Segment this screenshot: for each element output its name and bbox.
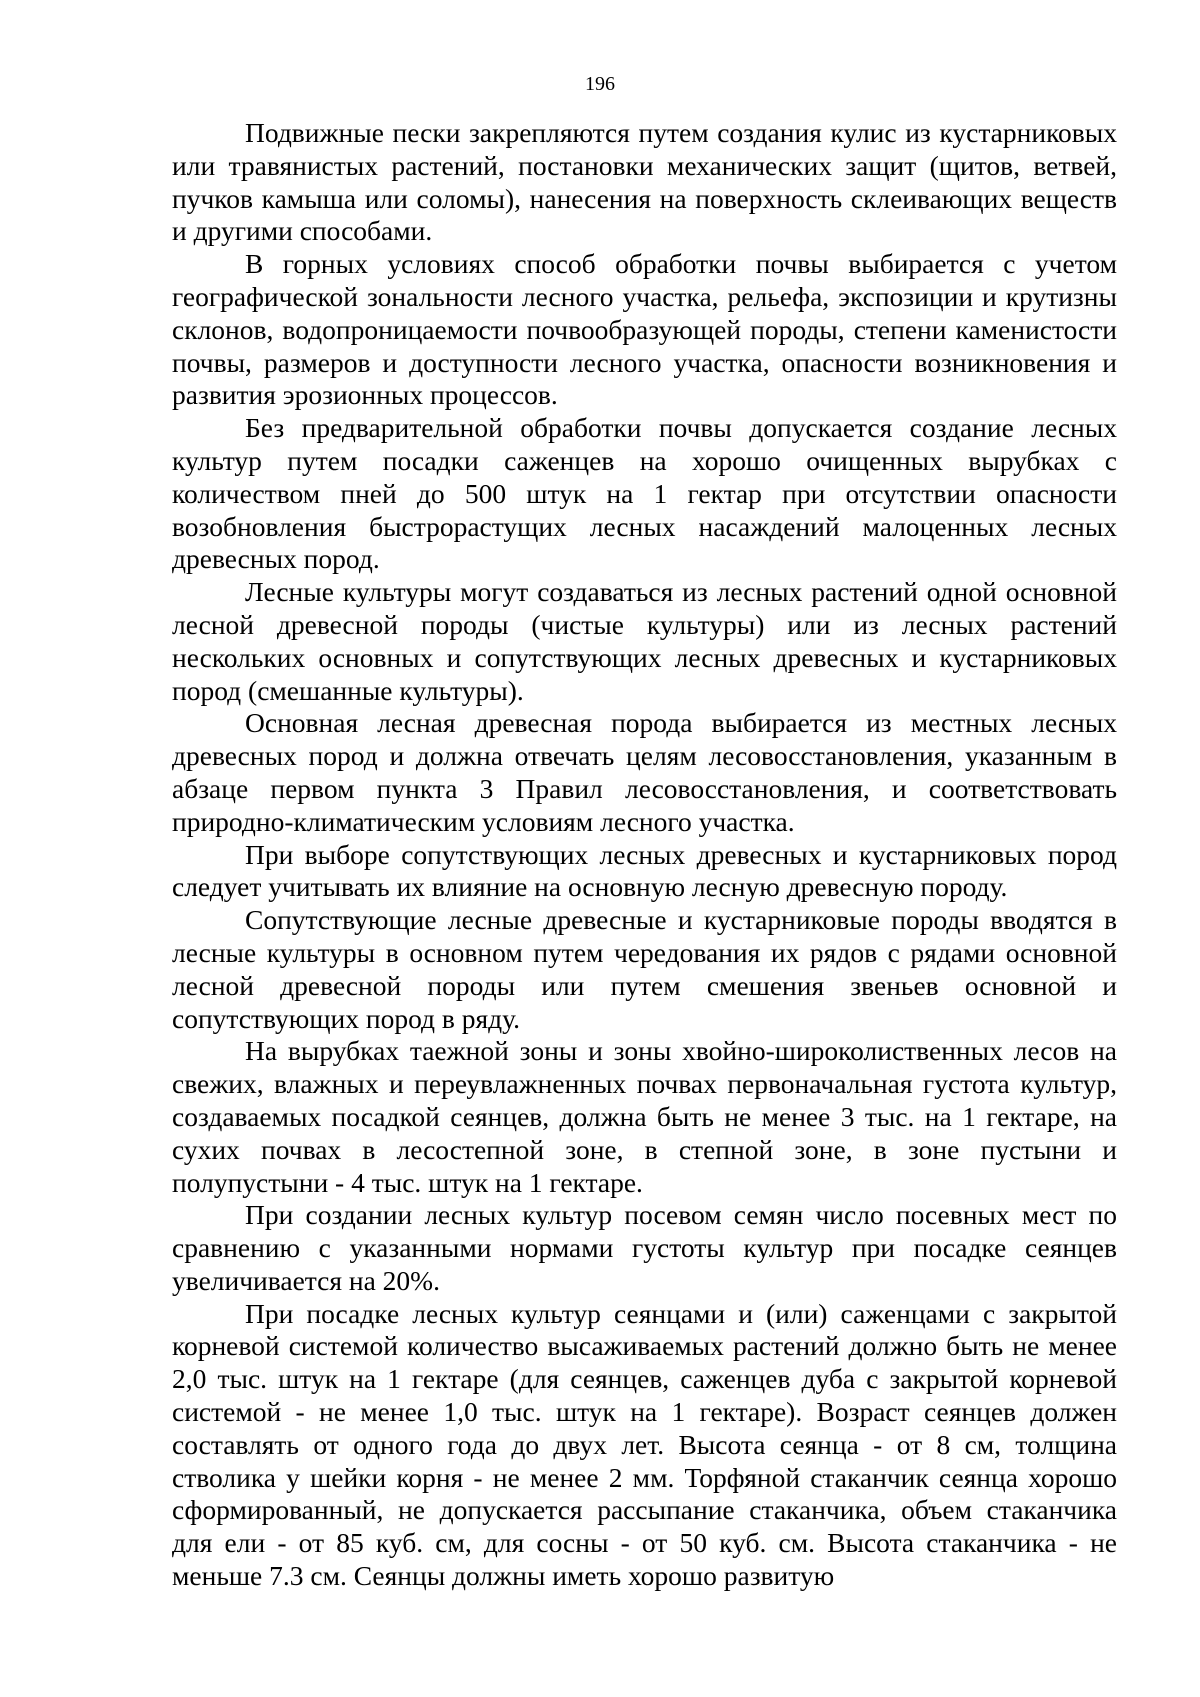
paragraph: В горных условиях способ обработки почвы выбирается с учетом географической зональности лесного участка, рельефа, экспозиции и крутизны склонов, водопроницаемости почвообразующей породы, степени каменистости почвы, размеров и доступности лесного участка, опасности возникновения и развития эрозионных процессов. [172,248,1117,411]
paragraph: При посадке лесных культур сеянцами и (или) саженцами с закрытой корневой системой количество высаживаемых растений должно быть не менее 2,0 тыс. штук на 1 гектаре (для сеянцев, саженцев дуба с закрытой корневой системой - не менее 1,0 тыс. штук на 1 гектаре). Возраст сеянцев должен составлять от одного года до двух лет. Высота сеянца - от 8 см, толщина стволика у шейки корня - не менее 2 мм. Торфяной стаканчик сеянца хорошо сформированный, не допускается рассыпание стаканчика, объем стаканчика для ели - от 85 куб. см, для сосны - от 50 куб. см. Высота стаканчика - не меньше 7.3 см. Сеянцы должны иметь хорошо развитую [172,1297,1117,1592]
paragraph: Без предварительной обработки почвы допускается создание лесных культур путем посадки саженцев на хорошо очищенных вырубках с количеством пней до 500 штук на 1 гектар при отсутствии опасности возобновления быстрорастущих лесных насаждений малоценных лесных древесных пород. [172,412,1117,575]
paragraph: Лесные культуры могут создаваться из лесных растений одной основной лесной древесной породы (чистые культуры) или из лесных растений нескольких основных и сопутствующих лесных древесных и кустарниковых пород (смешанные культуры). [172,576,1117,706]
paragraph: Подвижные пески закрепляются путем создания кулис из кустарниковых или травянистых растений, постановки механических защит (щитов, ветвей, пучков камыша или соломы), нанесения на поверхность склеивающих веществ и другими способами. [172,117,1117,247]
paragraph: Основная лесная древесная порода выбирается из местных лесных древесных пород и должна отвечать целям лесовосстановления, указанным в абзаце первом пункта 3 Правил лесовосстановления, и соответствовать природно-климатическим условиям лесного участка. [172,707,1117,837]
paragraph: На вырубках таежной зоны и зоны хвойно-широколиственных лесов на свежих, влажных и переувлажненных почвах первоначальная густота культур, создаваемых посадкой сеянцев, должна быть не менее 3 тыс. на 1 гектаре, на сухих почвах в лесостепной зоне, в степной зоне, в зоне пустыни и полупустыни - 4 тыс. штук на 1 гектаре. [172,1035,1117,1198]
paragraph: При создании лесных культур посевом семян число посевных мест по сравнению с указанными нормами густоты культур при посадке сеянцев увеличивается на 20%. [172,1199,1117,1296]
body-text [172,117,1117,1593]
paragraph: Сопутствующие лесные древесные и кустарниковые породы вводятся в лесные культуры в основном путем чередования их рядов с рядами основной лесной древесной породы или путем смешения звеньев основной и сопутствующих пород в ряду. [172,904,1117,1034]
paragraph: При выборе сопутствующих лесных древесных и кустарниковых пород следует учитывать их влияние на основную лесную древесную породу. [172,838,1117,903]
page-number: 196 [585,73,615,95]
